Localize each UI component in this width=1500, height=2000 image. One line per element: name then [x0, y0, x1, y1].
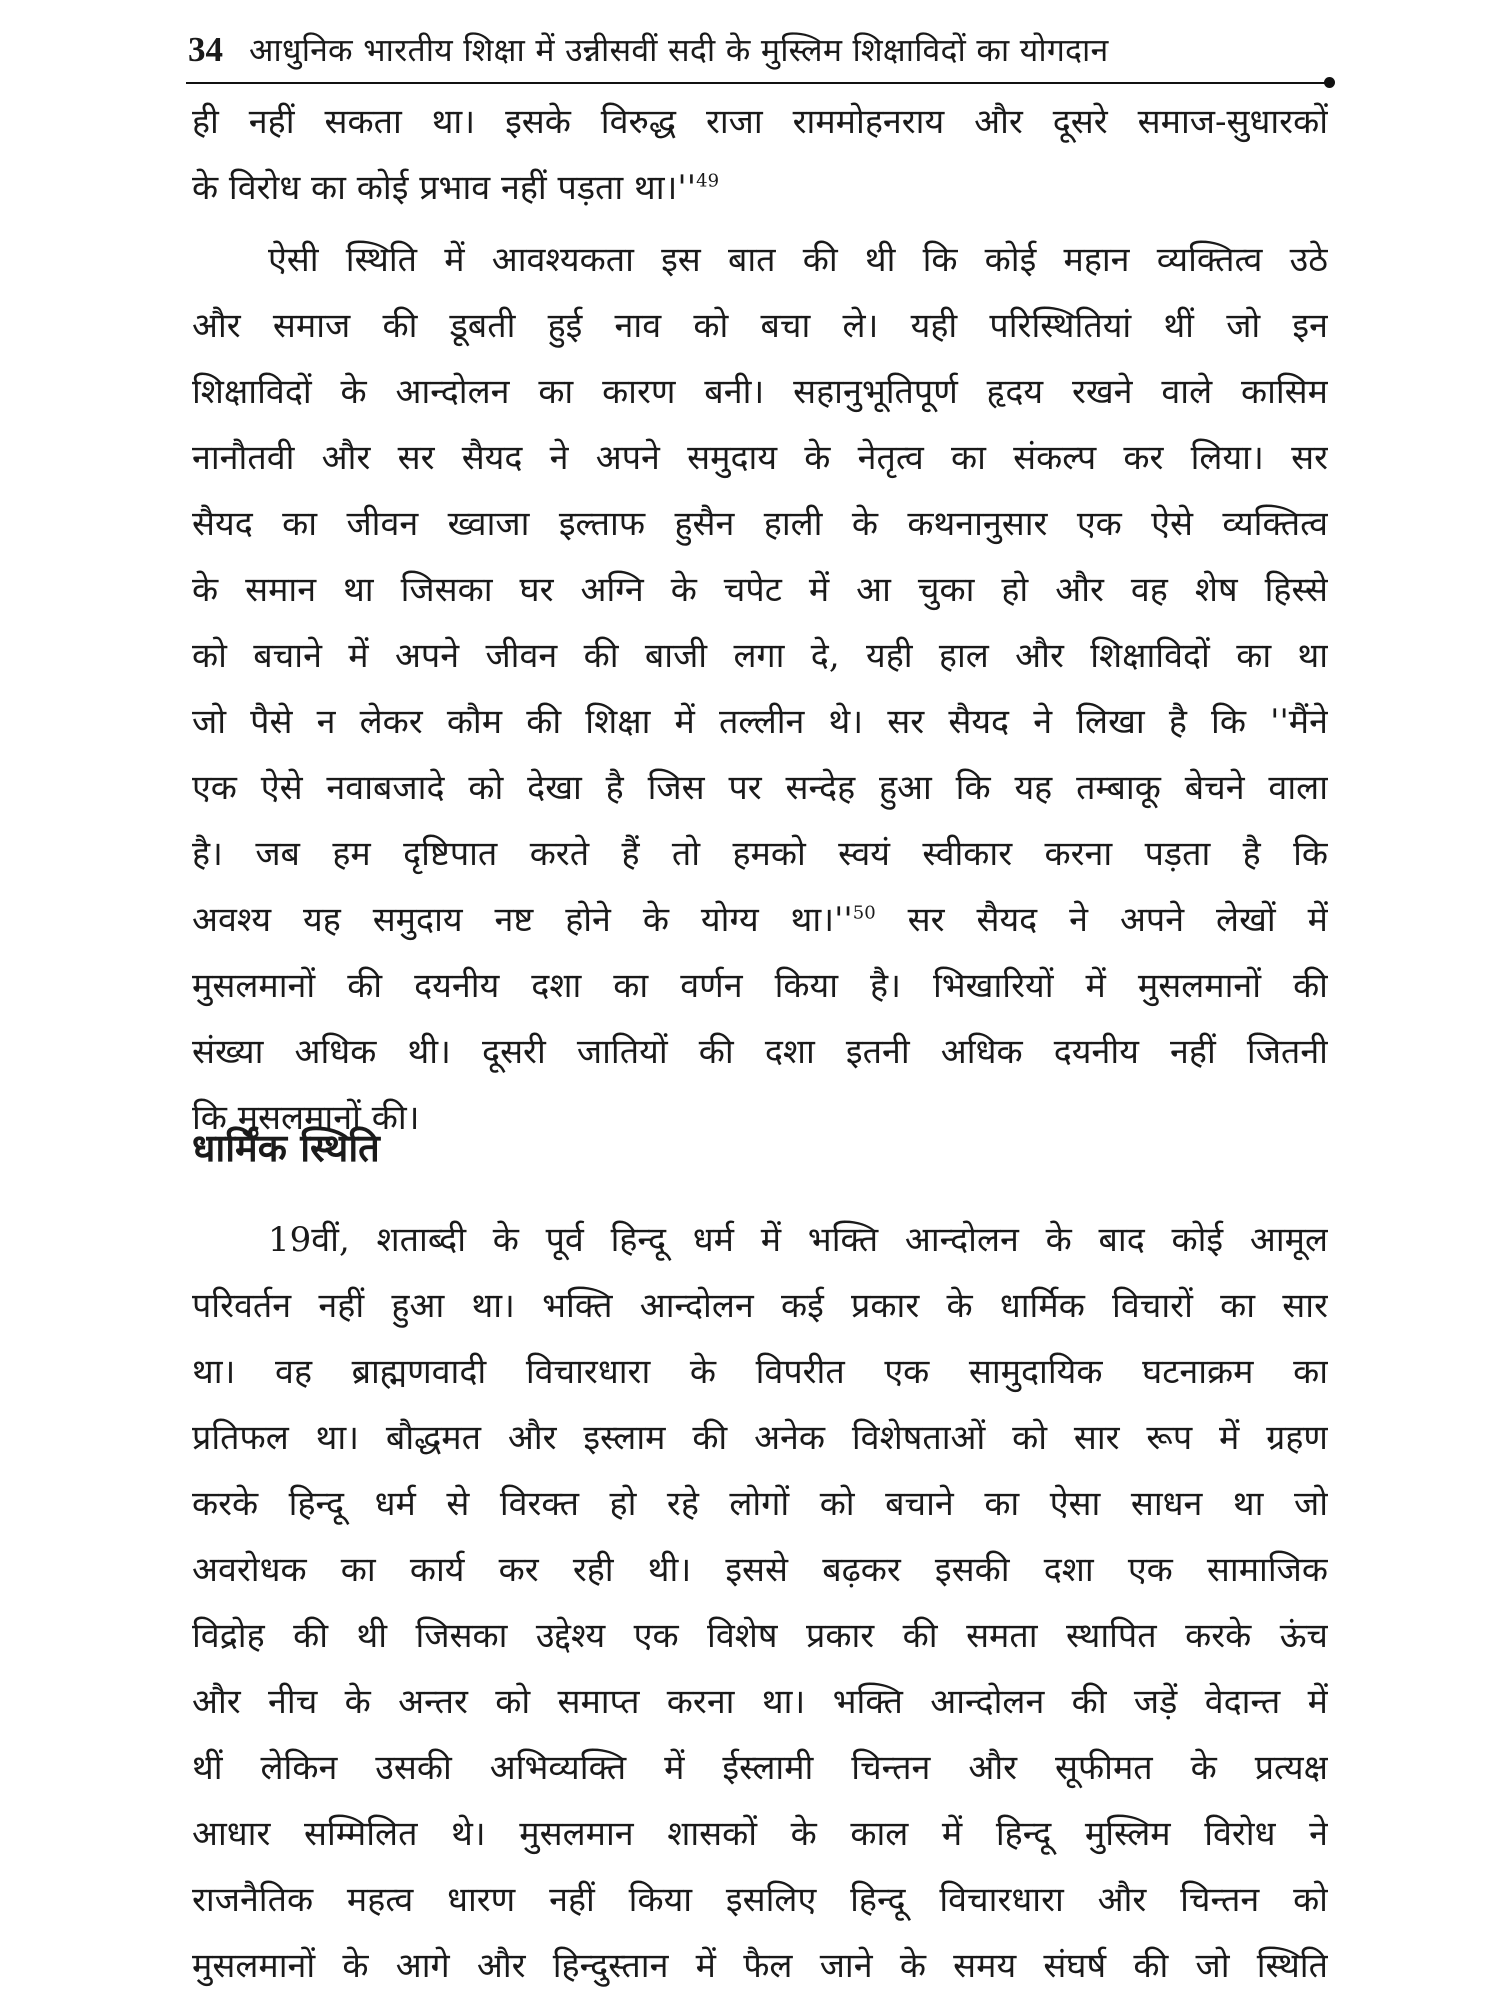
text-line: संख्या अधिक थी। दूसरी जातियों की दशा इतनी अधिक दयनीय नहीं जितनी [192, 1032, 1328, 1072]
page-number: 34 [188, 30, 223, 69]
text-line: परिवर्तन नहीं हुआ था। भक्ति आन्दोलन कई प्रकार के धार्मिक विचारों का सार [192, 1286, 1328, 1326]
running-title: आधुनिक भारतीय शिक्षा में उन्नीसवीं सदी के मुस्लिम शिक्षाविदों का योगदान [249, 31, 1109, 69]
text-line-content: के विरोध का कोई प्रभाव नहीं पड़ता था।'' [192, 168, 697, 208]
text-line: एक ऐसे नवाबजादे को देखा है जिस पर सन्देह हुआ कि यह तम्बाकू बेचने वाला [192, 768, 1328, 808]
text-line: प्रतिफल था। बौद्धमत और इस्लाम की अनेक विशेषताओं को सार रूप में ग्रहण [192, 1418, 1328, 1458]
footnote-ref: 50 [852, 902, 876, 924]
text-line: नानौतवी और सर सैयद ने अपने समुदाय के नेतृत्व का संकल्प कर लिया। सर [192, 438, 1328, 478]
text-line: सैयद का जीवन ख्वाजा इल्ताफ हुसैन हाली के कथनानुसार एक ऐसे व्यक्तित्व [192, 504, 1328, 544]
text-line: कि मुसलमानों की। [192, 1098, 420, 1138]
text-line: करके हिन्दू धर्म से विरक्त हो रहे लोगों को बचाने का ऐसा साधन था जो [192, 1484, 1328, 1524]
text-line: था। वह ब्राह्मणवादी विचारधारा के विपरीत एक सामुदायिक घटनाक्रम का [192, 1352, 1328, 1392]
text-line: मुसलमानों की दयनीय दशा का वर्णन किया है। भिखारियों में मुसलमानों की [192, 966, 1328, 1006]
text-line: आधार सम्मिलित थे। मुसलमान शासकों के काल में हिन्दू मुस्लिम विरोध ने [192, 1814, 1328, 1854]
text-line: राजनैतिक महत्व धारण नहीं किया इसलिए हिन्दू विचारधारा और चिन्तन को [192, 1880, 1328, 1920]
footnote-ref: 49 [696, 170, 720, 192]
text-line: को बचाने में अपने जीवन की बाजी लगा दे, यही हाल और शिक्षाविदों का था [192, 636, 1328, 676]
text-line: ऐसी स्थिति में आवश्यकता इस बात की थी कि कोई महान व्यक्तित्व उठे [268, 240, 1328, 280]
text-line: थीं लेकिन उसकी अभिव्यक्ति में ईस्लामी चिन्तन और सूफीमत के प्रत्यक्ष [192, 1748, 1328, 1788]
section-heading: धार्मिक स्थिति [192, 1125, 380, 1170]
text-line: है। जब हम दृष्टिपात करते हैं तो हमको स्वयं स्वीकार करना पड़ता है कि [192, 834, 1328, 874]
text-line: अवरोधक का कार्य कर रही थी। इससे बढ़कर इसकी दशा एक सामाजिक [192, 1550, 1328, 1590]
text-line: जो पैसे न लेकर कौम की शिक्षा में तल्लीन थे। सर सैयद ने लिखा है कि ''मैंने [192, 702, 1328, 742]
text-line: और नीच के अन्तर को समाप्त करना था। भक्ति आन्दोलन की जड़ें वेदान्त में [192, 1682, 1328, 1722]
text-line: मुसलमानों के आगे और हिन्दुस्तान में फैल जाने के समय संघर्ष की जो स्थिति [192, 1946, 1328, 1986]
text-line-content: अवश्य यह समुदाय नष्ट होने के योग्य था।'' [192, 900, 853, 940]
text-line: 19वीं, शताब्दी के पूर्व हिन्दू धर्म में भक्ति आन्दोलन के बाद कोई आमूल [268, 1220, 1328, 1260]
text-line: शिक्षाविदों के आन्दोलन का कारण बनी। सहानुभूतिपूर्ण हृदय रखने वाले कासिम [192, 372, 1328, 412]
text-line: के समान था जिसका घर अग्नि के चपेट में आ चुका हो और वह शेष हिस्से [192, 570, 1328, 610]
text-line: और समाज की डूबती हुई नाव को बचा ले। यही परिस्थितियां थीं जो इन [192, 306, 1328, 346]
text-line: विद्रोह की थी जिसका उद्देश्य एक विशेष प्रकार की समता स्थापित करके ऊंच [192, 1616, 1328, 1656]
text-line-content: सर सैयद ने अपने लेखों में [875, 900, 1328, 940]
text-line: ही नहीं सकता था। इसके विरुद्ध राजा राममोहनराय और दूसरे समाज-सुधारकों [192, 102, 1328, 142]
